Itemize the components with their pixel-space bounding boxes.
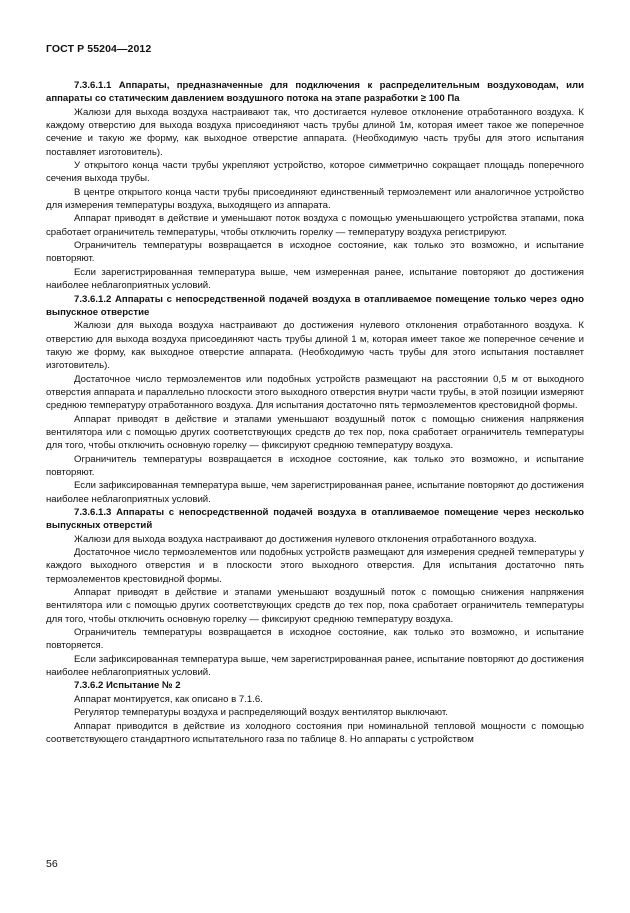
paragraph: Если зафиксированная температура выше, чем зарегистрированная ранее, испытание повторяют до достижения наиболее неблагоприятных условий. xyxy=(46,480,584,505)
paragraph: Регулятор температуры воздуха и распределяющий воздух вентилятор выключают. xyxy=(74,707,448,719)
paragraph: Если зарегистрированная температура выше, чем измеренная ранее, испытание повторяют до достижения наиболее неблагоприятных условий. xyxy=(46,266,584,292)
paragraph: Жалюзи для выхода воздуха настраивают до достижения нулевого отклонения отработанного воздуха. К отверстию для выхода воздуха присоединяют часть трубы длиной 1 м, которая имеет такое же поперечное сечение и такую же форму, как выходное отверстие аппарата. (Необходимую часть трубы для этого испытания поставляет изготовитель). xyxy=(46,320,584,372)
paragraph: В центре открытого конца части трубы присоединяют единственный термоэлемент или аналогичное устройство для измерения температуры воздуха, выходящего из аппарата. xyxy=(46,186,584,212)
paragraph: Жалюзи для выхода воздуха настраивают до достижения нулевого отклонения отработанного воздуха. xyxy=(74,533,537,545)
document-header: ГОСТ Р 55204—2012 xyxy=(46,43,152,55)
section-heading: 7.3.6.1.1 Аппараты, предназначенные для подключения к распределительным воздуховодам, или аппараты со статическим давлением воздушного потока на этапе разработки ≥ 100 Па xyxy=(46,80,584,105)
section-heading: 7.3.6.1.2 Аппараты с непосредственной подачей воздуха в отапливаемое помещение только через одно выпускное отверстие xyxy=(46,293,584,318)
paragraph: Достаточное число термоэлементов или подобных устройств размещают для измерения средней температуры у каждого выходного отверстия и в плоскости этого выходного отверстия. Для испытания достаточно пять термоэлементов крестовидной формы. xyxy=(46,547,584,585)
paragraph: У открытого конца части трубы укрепляют устройство, которое симметрично сокращает площадь поперечного сечения выхода трубы. xyxy=(46,160,584,185)
section-heading: 7.3.6.2 Испытание № 2 xyxy=(74,680,181,692)
paragraph: Жалюзи для выхода воздуха настраивают так, что достигается нулевое отклонение отработанного воздуха. К каждому отверстию для выхода воздуха присоединяют часть трубы длиной 1м, которая имеет такое же поперечное сечение и такую же форму, как выходное отверстие аппарата. (Необходимую часть трубы для этого испытания поставляет изготовитель). xyxy=(46,106,584,158)
document-body xyxy=(46,79,584,746)
page-number: 56 xyxy=(46,858,58,870)
section-heading: 7.3.6.1.3 Аппараты с непосредственной подачей воздуха в отапливаемое помещение через несколько выпускных отверстий xyxy=(46,507,584,532)
paragraph: Достаточное число термоэлементов или подобных устройств размещают на расстоянии 0,5 м от выходного отверстия аппарата и параллельно плоскости этого выходного отверстия внутри части трубы, в этой позиции измеряют среднюю температуру отработанного воздуха. Для испытания достаточно пять термоэлементов крестовидной формы. xyxy=(46,373,584,412)
paragraph: Если зафиксированная температура выше, чем зарегистрированная ранее, испытание повторяют до достижения наиболее неблагоприятных условий. xyxy=(46,653,584,679)
paragraph: Ограничитель температуры возвращается в исходное состояние, как только это возможно, и испытание повторяют. xyxy=(46,240,584,265)
paragraph: Ограничитель температуры возвращается в исходное состояние, как только это возможно, и испытание повторяют. xyxy=(46,453,584,478)
paragraph: Аппарат приводится в действие из холодного состояния при номинальной тепловой мощности с помощью соответствующего стандартного испытательного газа по таблице 8. Но аппараты с устройством xyxy=(46,720,584,745)
paragraph: Аппарат приводят в действие и этапами уменьшают воздушный поток с помощью снижения напряжения вентилятора или с помощью других соответствующих средств до тех пор, пока сработает ограничитель температуры для того, чтобы отключить основную горелку — фиксируют среднюю температуру воздуха. xyxy=(46,413,584,452)
paragraph: Аппарат монтируется, как описано в 7.1.6. xyxy=(74,693,263,705)
paragraph: Ограничитель температуры возвращается в исходное состояние, как только это возможно, и испытание повторяется. xyxy=(46,627,584,652)
paragraph: Аппарат приводят в действие и уменьшают поток воздуха с помощью уменьшающего устройства этапами, пока сработает ограничитель температуры, чтобы отключить горелку — температуру воздуха регистрируют. xyxy=(46,213,584,238)
paragraph: Аппарат приводят в действие и этапами уменьшают воздушный поток с помощью снижения напряжения вентилятора или с помощью других соответствующих средств до тех пор, пока сработает ограничитель температуры для того, чтобы отключить основную горелку — фиксируют среднюю температуру воздуха. xyxy=(46,587,584,625)
